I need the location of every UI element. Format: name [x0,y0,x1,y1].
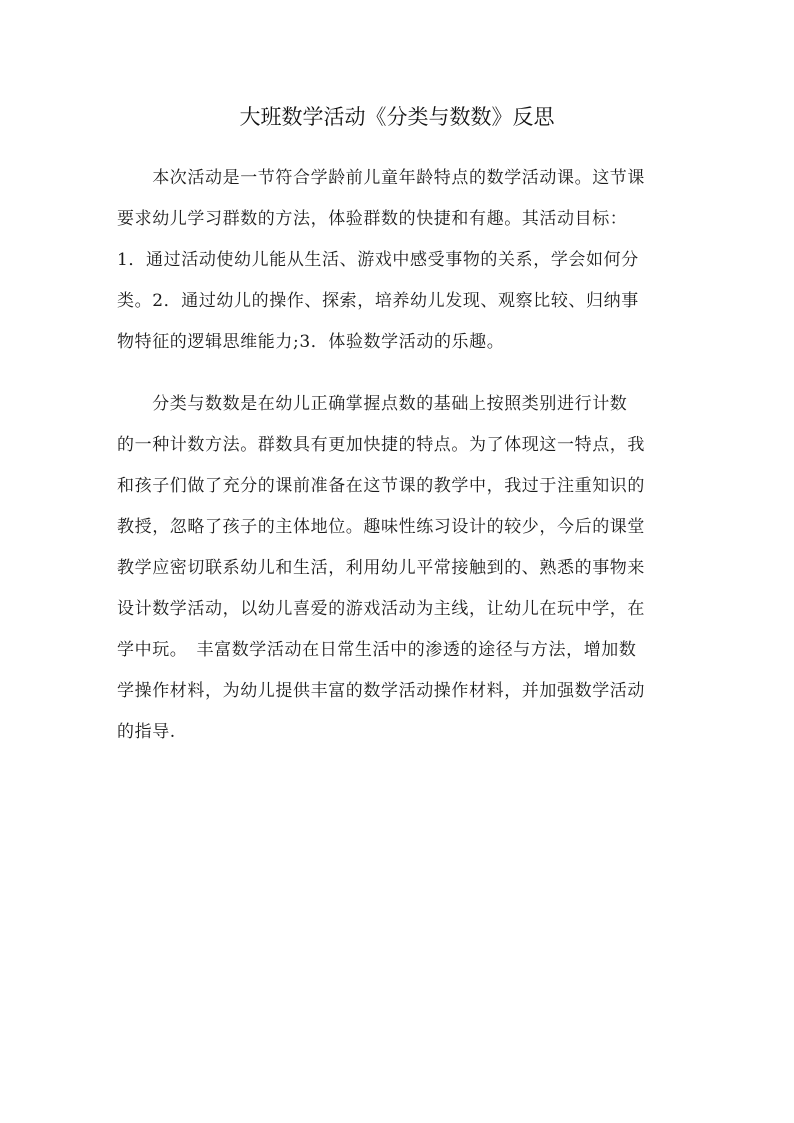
paragraph-line: 教学应密切联系幼儿和生活，利用幼儿平常接触到的、熟悉的事物来 [117,558,645,578]
paragraph-line: 的指导. [117,722,176,742]
paragraph-line: 物特征的逻辑思维能力;3．体验数学活动的乐趣。 [117,332,505,352]
document-title: 大班数学活动《分类与数数》反思 [239,105,555,129]
paragraph-line: 和孩子们做了充分的课前准备在这节课的教学中，我过于注重知识的 [117,476,645,496]
paragraph-line: 本次活动是一节符合学龄前儿童年龄特点的数学活动课。这节课 [117,168,645,188]
paragraph-line: 1．通过活动使幼儿能从生活、游戏中感受事物的关系，学会如何分 [117,250,639,270]
paragraph-line: 教授，忽略了孩子的主体地位。趣味性练习设计的较少，今后的课堂 [117,517,645,537]
paragraph-line: 设计数学活动，以幼儿喜爱的游戏活动为主线，让幼儿在玩中学，在 [117,599,645,619]
paragraph-1 [117,158,675,363]
paragraph-line: 类。2．通过幼儿的操作、探索，培养幼儿发现、观察比较、归纳事 [117,291,639,311]
paragraph-line: 分类与数数是在幼儿正确掌握点数的基础上按照类别进行计数 [117,394,628,414]
paragraph-line: 学中玩。 丰富数学活动在日常生活中的渗透的途径与方法，增加数 [117,640,637,660]
paragraph-line: 要求幼儿学习群数的方法，体验群数的快捷和有趣。其活动目标： [117,209,628,229]
paragraph-line: 学操作材料，为幼儿提供丰富的数学活动操作材料，并加强数学活动 [117,681,645,701]
paragraph-line: 的一种计数方法。群数具有更加快捷的特点。为了体现这一特点，我 [117,435,645,455]
paragraph-2 [117,384,675,753]
